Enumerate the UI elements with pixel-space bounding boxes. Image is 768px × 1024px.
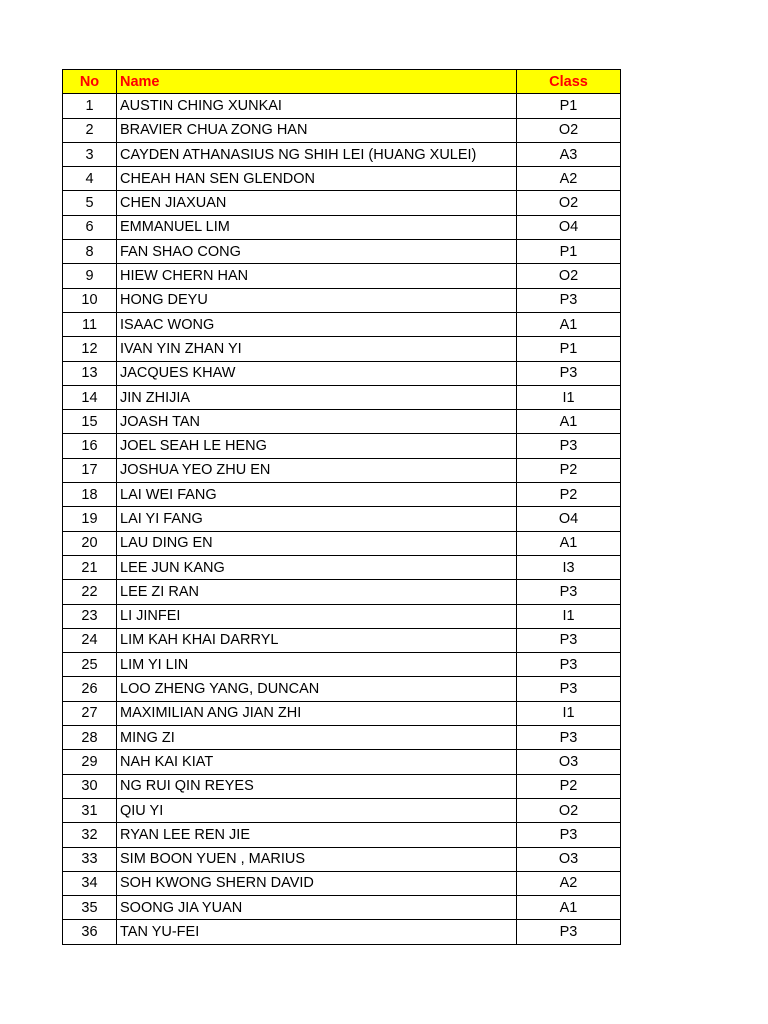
cell-no[interactable]: 29 (63, 750, 117, 774)
cell-no[interactable]: 10 (63, 288, 117, 312)
cell-class[interactable]: P3 (517, 920, 621, 944)
table-row (63, 847, 621, 871)
table-row (63, 142, 621, 166)
cell-name[interactable]: TAN YU-FEI (117, 920, 517, 944)
table-row (63, 823, 621, 847)
cell-no[interactable]: 21 (63, 555, 117, 579)
cell-class[interactable]: A2 (517, 871, 621, 895)
table-row (63, 920, 621, 944)
cell-class[interactable]: P2 (517, 774, 621, 798)
spreadsheet (62, 69, 621, 945)
cell-no[interactable]: 31 (63, 798, 117, 822)
cell-no[interactable]: 5 (63, 191, 117, 215)
table-row (63, 118, 621, 142)
table-row (63, 531, 621, 555)
table-row (63, 871, 621, 895)
cell-class[interactable]: A1 (517, 531, 621, 555)
cell-class[interactable]: P3 (517, 823, 621, 847)
cell-no[interactable]: 2 (63, 118, 117, 142)
cell-name[interactable]: LAI WEI FANG (117, 483, 517, 507)
cell-class[interactable]: A1 (517, 410, 621, 434)
cell-name[interactable]: LAU DING EN (117, 531, 517, 555)
cell-name[interactable]: LIM YI LIN (117, 653, 517, 677)
cell-class[interactable]: P2 (517, 483, 621, 507)
cell-class[interactable]: P1 (517, 94, 621, 118)
cell-no[interactable]: 32 (63, 823, 117, 847)
cell-no[interactable]: 15 (63, 410, 117, 434)
table-body (63, 94, 621, 944)
cell-class[interactable]: P3 (517, 677, 621, 701)
cell-name[interactable]: SOONG JIA YUAN (117, 896, 517, 920)
cell-no[interactable]: 25 (63, 653, 117, 677)
table-row (63, 555, 621, 579)
cell-no[interactable]: 19 (63, 507, 117, 531)
cell-no[interactable]: 4 (63, 167, 117, 191)
cell-class[interactable]: A1 (517, 896, 621, 920)
cell-no[interactable]: 16 (63, 434, 117, 458)
cell-name[interactable]: SIM BOON YUEN , MARIUS (117, 847, 517, 871)
cell-no[interactable]: 36 (63, 920, 117, 944)
cell-name[interactable]: AUSTIN CHING XUNKAI (117, 94, 517, 118)
cell-no[interactable]: 17 (63, 458, 117, 482)
cell-no[interactable]: 6 (63, 215, 117, 239)
cell-class[interactable]: P1 (517, 337, 621, 361)
cell-name[interactable]: NAH KAI KIAT (117, 750, 517, 774)
cell-name[interactable]: CAYDEN ATHANASIUS NG SHIH LEI (HUANG XULEI) (117, 142, 517, 166)
table-row (63, 191, 621, 215)
cell-name[interactable]: CHEN JIAXUAN (117, 191, 517, 215)
cell-class[interactable]: A3 (517, 142, 621, 166)
cell-class[interactable]: O3 (517, 750, 621, 774)
cell-no[interactable]: 34 (63, 871, 117, 895)
cell-name[interactable]: JOASH TAN (117, 410, 517, 434)
cell-name[interactable]: RYAN LEE REN JIE (117, 823, 517, 847)
cell-no[interactable]: 33 (63, 847, 117, 871)
table-row (63, 798, 621, 822)
header-name[interactable]: Name (117, 70, 517, 94)
cell-no[interactable]: 3 (63, 142, 117, 166)
table-row (63, 774, 621, 798)
class-list-table (62, 69, 621, 945)
cell-name[interactable]: JACQUES KHAW (117, 361, 517, 385)
cell-name[interactable]: LIM KAH KHAI DARRYL (117, 628, 517, 652)
cell-no[interactable]: 28 (63, 726, 117, 750)
cell-no[interactable]: 20 (63, 531, 117, 555)
cell-no[interactable]: 8 (63, 240, 117, 264)
cell-no[interactable]: 22 (63, 580, 117, 604)
table-row (63, 312, 621, 336)
table-row (63, 385, 621, 409)
cell-class[interactable]: A1 (517, 312, 621, 336)
table-row (63, 628, 621, 652)
table-row (63, 604, 621, 628)
cell-name[interactable]: LOO ZHENG YANG, DUNCAN (117, 677, 517, 701)
table-row (63, 507, 621, 531)
table-row (63, 726, 621, 750)
cell-no[interactable]: 24 (63, 628, 117, 652)
table-row (63, 750, 621, 774)
cell-no[interactable]: 11 (63, 312, 117, 336)
cell-name[interactable]: FAN SHAO CONG (117, 240, 517, 264)
header-class[interactable]: Class (517, 70, 621, 94)
table-row (63, 458, 621, 482)
cell-class[interactable]: O2 (517, 191, 621, 215)
cell-class[interactable]: O4 (517, 507, 621, 531)
cell-class[interactable]: P3 (517, 726, 621, 750)
cell-class[interactable]: P1 (517, 240, 621, 264)
cell-class[interactable]: I1 (517, 701, 621, 725)
cell-no[interactable]: 23 (63, 604, 117, 628)
cell-name[interactable]: LEE ZI RAN (117, 580, 517, 604)
cell-no[interactable]: 13 (63, 361, 117, 385)
cell-class[interactable]: P3 (517, 361, 621, 385)
table-row (63, 896, 621, 920)
cell-class[interactable]: I3 (517, 555, 621, 579)
table-row (63, 653, 621, 677)
table-row (63, 701, 621, 725)
cell-class[interactable]: P3 (517, 653, 621, 677)
cell-class[interactable]: O3 (517, 847, 621, 871)
cell-name[interactable]: ISAAC WONG (117, 312, 517, 336)
cell-name[interactable]: EMMANUEL LIM (117, 215, 517, 239)
cell-class[interactable]: P2 (517, 458, 621, 482)
cell-name[interactable]: JOSHUA YEO ZHU EN (117, 458, 517, 482)
cell-class[interactable]: O2 (517, 798, 621, 822)
cell-name[interactable]: SOH KWONG SHERN DAVID (117, 871, 517, 895)
cell-name[interactable]: QIU YI (117, 798, 517, 822)
cell-class[interactable]: P3 (517, 628, 621, 652)
cell-name[interactable]: MAXIMILIAN ANG JIAN ZHI (117, 701, 517, 725)
cell-class[interactable]: A2 (517, 167, 621, 191)
table-row (63, 167, 621, 191)
cell-no[interactable]: 30 (63, 774, 117, 798)
header-no[interactable]: No (63, 70, 117, 94)
table-row (63, 410, 621, 434)
table-row (63, 94, 621, 118)
cell-no[interactable]: 14 (63, 385, 117, 409)
cell-class[interactable]: O2 (517, 118, 621, 142)
cell-name[interactable]: LI JINFEI (117, 604, 517, 628)
table-row (63, 337, 621, 361)
cell-class[interactable]: I1 (517, 385, 621, 409)
cell-no[interactable]: 1 (63, 94, 117, 118)
cell-class[interactable]: I1 (517, 604, 621, 628)
cell-class[interactable]: P3 (517, 288, 621, 312)
table-row (63, 361, 621, 385)
cell-name[interactable]: IVAN YIN ZHAN YI (117, 337, 517, 361)
cell-no[interactable]: 12 (63, 337, 117, 361)
cell-class[interactable]: P3 (517, 580, 621, 604)
table-row (63, 240, 621, 264)
cell-no[interactable]: 9 (63, 264, 117, 288)
table-row (63, 580, 621, 604)
table-row (63, 483, 621, 507)
table-row (63, 677, 621, 701)
cell-no[interactable]: 18 (63, 483, 117, 507)
header-row (63, 70, 621, 94)
cell-class[interactable]: O2 (517, 264, 621, 288)
cell-name[interactable]: JIN ZHIJIA (117, 385, 517, 409)
table-row (63, 434, 621, 458)
cell-name[interactable]: HONG DEYU (117, 288, 517, 312)
cell-name[interactable]: LAI YI FANG (117, 507, 517, 531)
cell-name[interactable]: MING ZI (117, 726, 517, 750)
table-row (63, 215, 621, 239)
cell-name[interactable]: NG RUI QIN REYES (117, 774, 517, 798)
cell-name[interactable]: JOEL SEAH LE HENG (117, 434, 517, 458)
cell-name[interactable]: HIEW CHERN HAN (117, 264, 517, 288)
cell-no[interactable]: 26 (63, 677, 117, 701)
cell-no[interactable]: 35 (63, 896, 117, 920)
table-row (63, 264, 621, 288)
cell-name[interactable]: CHEAH HAN SEN GLENDON (117, 167, 517, 191)
cell-class[interactable]: P3 (517, 434, 621, 458)
cell-name[interactable]: BRAVIER CHUA ZONG HAN (117, 118, 517, 142)
cell-class[interactable]: O4 (517, 215, 621, 239)
table-row (63, 288, 621, 312)
cell-name[interactable]: LEE JUN KANG (117, 555, 517, 579)
cell-no[interactable]: 27 (63, 701, 117, 725)
